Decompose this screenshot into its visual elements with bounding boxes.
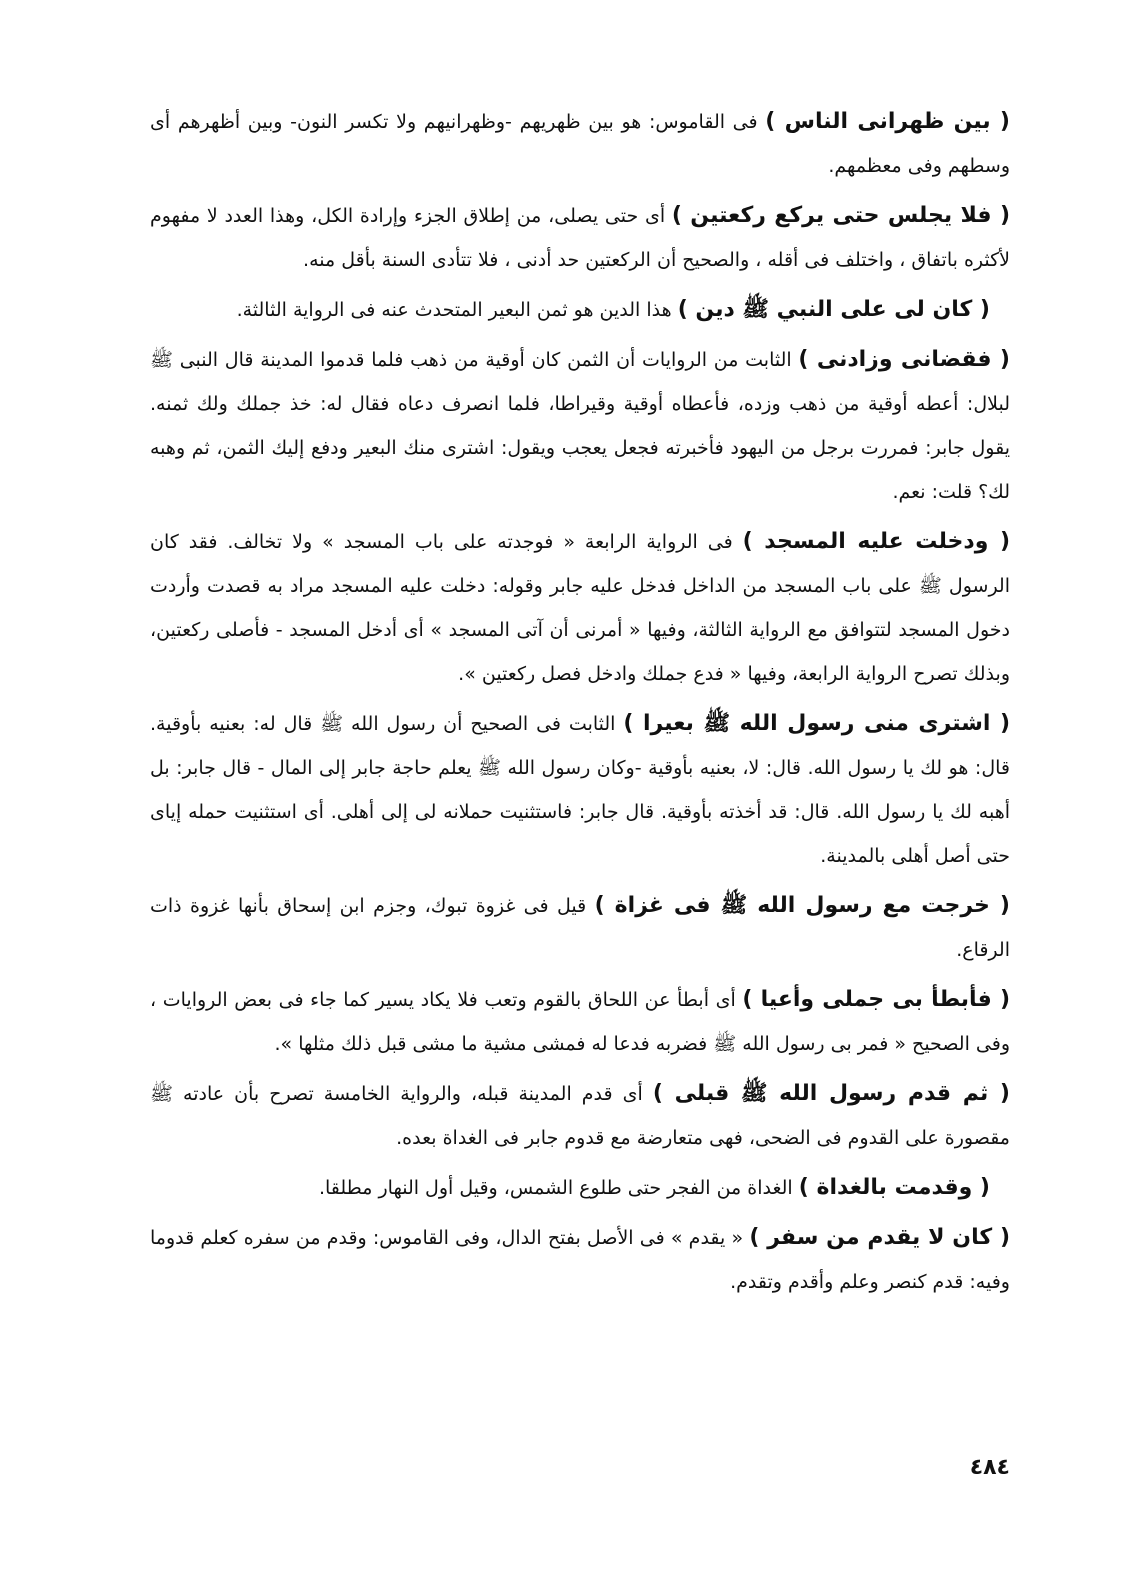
entry-text: « يقدم » فى الأصل بفتح الدال، وفى القاموس: وقدم من سفره كعلم قدوما وفيه: قدم كنصر وعلم وأقدم وتقدم. bbox=[150, 1227, 1010, 1293]
paragraph bbox=[150, 520, 1010, 696]
entry-text: الغداة من الفجر حتى طلوع الشمس، وقيل أول النهار مطلقا. bbox=[318, 1177, 793, 1199]
entry-heading: ( كان لى على النبي ﷺ دين ) bbox=[677, 297, 990, 322]
entry-heading: ( فلا يجلس حتى يركع ركعتين ) bbox=[671, 203, 1011, 228]
paragraph bbox=[150, 288, 1010, 332]
entry-text: هذا الدين هو ثمن البعير المتحدث عنه فى الرواية الثالثة. bbox=[236, 299, 672, 321]
paragraph bbox=[150, 338, 1010, 514]
paragraph bbox=[150, 1166, 1010, 1210]
entry-heading: ( فأبطأ بى جملى وأعيا ) bbox=[742, 987, 1010, 1012]
entry-text: أى قدم المدينة قبله، والرواية الخامسة تصرح بأن عادته ﷺ مقصورة على القدوم فى الضحى، فهى متعارضة مع قدوم جابر فى الغداة بعده. bbox=[150, 1083, 1010, 1149]
entry-heading: ( خرجت مع رسول الله ﷺ فى غزاة ) bbox=[594, 893, 1010, 918]
paragraph bbox=[150, 1072, 1010, 1160]
page-body bbox=[150, 100, 1010, 1310]
entry-text: أى أبطأ عن اللحاق بالقوم وتعب فلا يكاد يسير كما جاء فى بعض الروايات ، وفى الصحيح « فمر بى رسول الله ﷺ فضربه فدعا له فمشى مشية ما مشى قبل ذلك مثلها ». bbox=[150, 989, 1010, 1055]
entry-heading: ( بين ظهرانى الناس ) bbox=[765, 109, 1010, 134]
entry-text: قيل فى غزوة تبوك، وجزم ابن إسحاق بأنها غزوة ذات الرقاع. bbox=[150, 895, 1010, 961]
paragraph bbox=[150, 100, 1010, 188]
entry-heading: ( فقضانى وزادنى ) bbox=[798, 347, 1010, 372]
entry-heading: ( ثم قدم رسول الله ﷺ قبلى ) bbox=[652, 1081, 1010, 1106]
paragraph bbox=[150, 884, 1010, 972]
entry-heading: ( ودخلت عليه المسجد ) bbox=[742, 529, 1011, 554]
entry-heading: ( كان لا يقدم من سفر ) bbox=[749, 1225, 1010, 1250]
entry-heading: ( وقدمت بالغداة ) bbox=[798, 1175, 990, 1200]
paragraph bbox=[150, 1216, 1010, 1304]
entry-text: فى الرواية الرابعة « فوجدته على باب المسجد » ولا تخالف. فقد كان الرسول ﷺ على باب المسجد من الداخل فدخل عليه جابر وقوله: دخلت عليه المسجد مراد به قصدت وأردت دخول المسجد لتتوافق مع الرواية الثالثة، وفيها « أمرنى أن آتى المسجد » أى أدخل المسجد - فأصلى ركعتين، وبذلك تصرح الرواية الرابعة، وفيها « فدع جملك وادخل فصل ركعتين ». bbox=[150, 531, 1010, 685]
entry-text: الثابت فى الصحيح أن رسول الله ﷺ قال له: بعنيه بأوقية. قال: هو لك يا رسول الله. قال: لا، بعنيه بأوقية -وكان رسول الله ﷺ يعلم حاجة جابر إلى المال - قال جابر: بل أهبه لك يا رسول الله. قال: قد أخذته بأوقية. قال جابر: فاستثنيت حملانه لى إلى أهلى. أى استثنيت حمله إياى حتى أصل أهلى بالمدينة. bbox=[150, 713, 1010, 867]
entry-heading: ( اشترى منى رسول الله ﷺ بعيرا ) bbox=[623, 711, 1010, 736]
page-number: ٤٨٤ bbox=[969, 1455, 1010, 1480]
paragraph bbox=[150, 978, 1010, 1066]
entry-text: الثابت من الروايات أن الثمن كان أوقية من ذهب فلما قدموا المدينة قال النبى ﷺ لبلال: أعطه أوقية من ذهب وزده، فأعطاه أوقية وقيراطا، فلما انصرف دعاه فقال له: خذ جملك ولك ثمنه. يقول جابر: فمررت برجل من اليهود فأخبرته فجعل يعجب ويقول: اشترى منك البعير ودفع إليك الثمن، ثم وهبه لك؟ قلت: نعم. bbox=[150, 349, 1010, 503]
paragraph bbox=[150, 702, 1010, 878]
entry-text: أى حتى يصلى، من إطلاق الجزء وإرادة الكل، وهذا العدد لا مفهوم لأكثره باتفاق ، واختلف فى أقله ، والصحيح أن الركعتين حد أدنى ، فلا تتأدى السنة بأقل منه. bbox=[150, 205, 1010, 271]
entry-text: فى القاموس: هو بين ظهريهم -وظهرانيهم ولا تكسر النون- وبين أظهرهم أى وسطهم وفى معظمهم. bbox=[150, 111, 1010, 177]
paragraph bbox=[150, 194, 1010, 282]
